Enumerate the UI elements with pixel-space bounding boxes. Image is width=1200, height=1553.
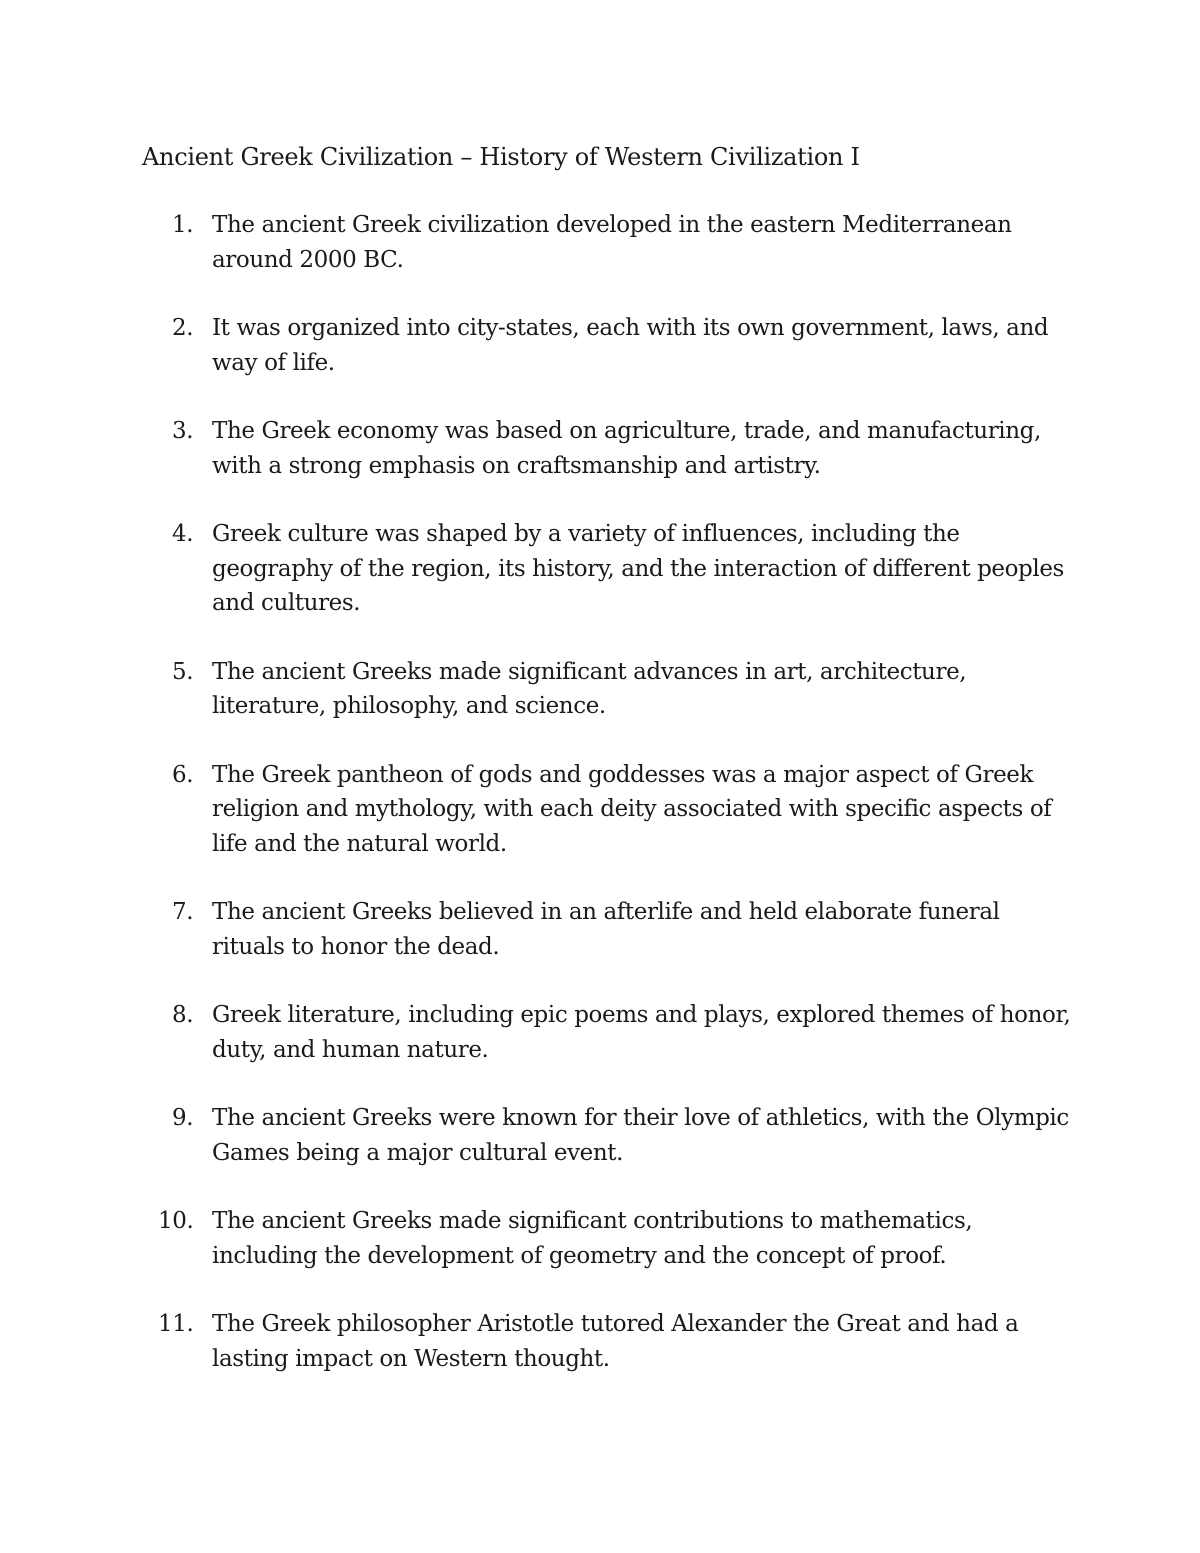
- list-item-text: The ancient Greek civilization developed in the eastern Mediterranean around 2000 BC.: [212, 212, 1012, 273]
- list-item-number: 4.: [172, 521, 194, 547]
- list-item-number: 8.: [172, 1002, 194, 1028]
- list-item-number: 9.: [172, 1105, 194, 1131]
- list-item: [142, 311, 1072, 380]
- list-item-text: The Greek economy was based on agriculture, trade, and manufacturing, with a strong emphasis on craftsmanship and artistry.: [212, 418, 1041, 479]
- list-item: [142, 208, 1072, 277]
- list-item-number: 6.: [172, 761, 194, 788]
- list-item: [142, 1101, 1072, 1170]
- numbered-list: [142, 208, 1072, 1410]
- list-item: [142, 1307, 1072, 1376]
- list-item-number: 2.: [172, 315, 194, 341]
- list-item: [142, 895, 1072, 964]
- list-item: [142, 758, 1072, 862]
- list-item-text: It was organized into city-states, each with its own government, laws, and way of life.: [212, 315, 1049, 376]
- list-item-number: 1.: [172, 212, 194, 238]
- list-item-text: The ancient Greeks made significant contributions to mathematics, including the development of geometry and the concept of proof.: [212, 1208, 973, 1269]
- list-item-text: The Greek philosopher Aristotle tutored Alexander the Great and had a lasting impact on Western thought.: [212, 1311, 1019, 1372]
- list-item-number: 10.: [158, 1208, 194, 1234]
- list-item: [142, 517, 1072, 621]
- list-item-text: The Greek pantheon of gods and goddesses was a major aspect of Greek religion and mythology, with each deity associated with specific aspects of life and the natural world.: [212, 761, 1052, 857]
- list-item: [142, 1204, 1072, 1273]
- list-item-number: 7.: [172, 899, 194, 925]
- list-item-text: The ancient Greeks were known for their love of athletics, with the Olympic Games being a major cultural event.: [212, 1105, 1069, 1166]
- list-item-text: The ancient Greeks made significant advances in art, architecture, literature, philosophy, and science.: [212, 658, 967, 719]
- list-item-text: Greek culture was shaped by a variety of influences, including the geography of the region, its history, and the interaction of different peoples and cultures.: [212, 521, 1064, 616]
- list-item-text: Greek literature, including epic poems and plays, explored themes of honor, duty, and human nature.: [212, 1002, 1071, 1063]
- list-item: [142, 655, 1072, 724]
- list-item-number: 3.: [172, 418, 194, 444]
- list-item-number: 5.: [172, 658, 194, 685]
- list-item: [142, 998, 1072, 1067]
- list-item-number: 11.: [158, 1311, 194, 1337]
- list-item: [142, 414, 1072, 483]
- list-item-text: The ancient Greeks believed in an afterlife and held elaborate funeral rituals to honor the dead.: [212, 899, 1000, 960]
- document-title: Ancient Greek Civilization – History of Western Civilization I: [142, 143, 860, 171]
